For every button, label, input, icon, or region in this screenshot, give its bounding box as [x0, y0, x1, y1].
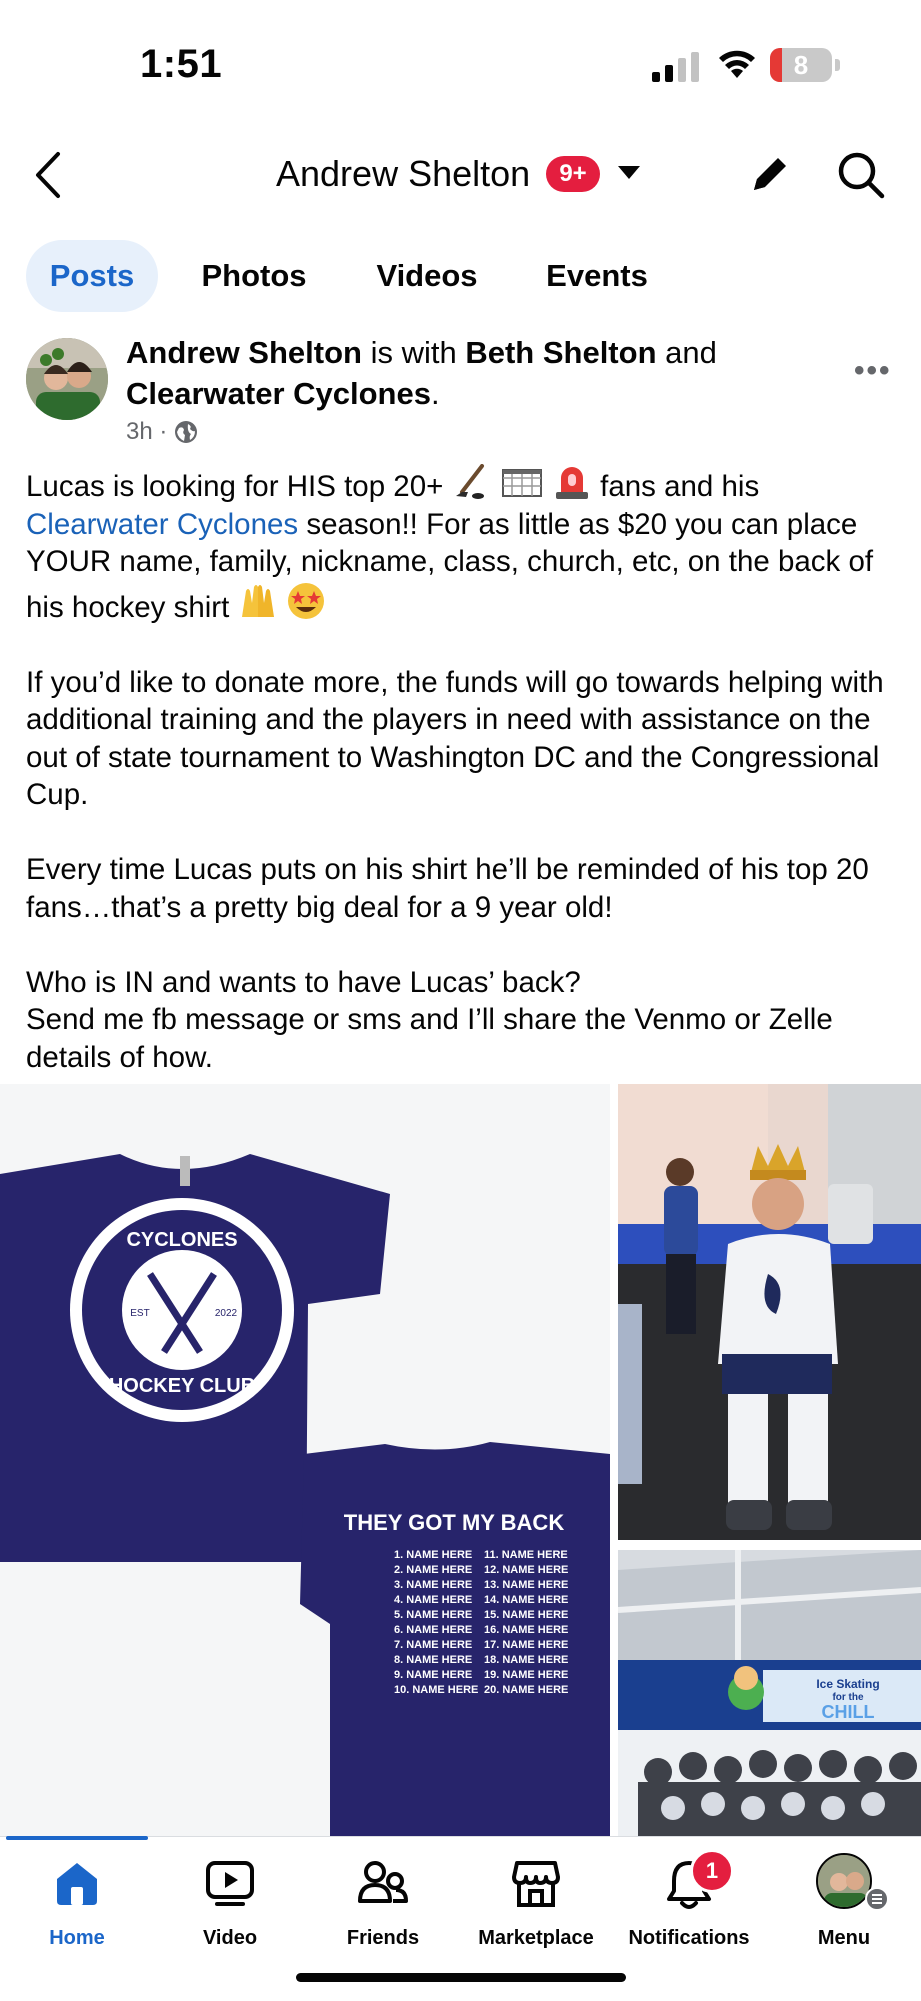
hockey-stick-icon — [452, 464, 492, 500]
photo-team[interactable] — [618, 1550, 921, 1838]
post-paragraph-4 — [26, 964, 906, 1077]
shirt-logo-top: CYCLONES — [126, 1229, 238, 1251]
battery-level: 8 — [793, 50, 809, 80]
profile-switch-badge: 9+ — [546, 156, 600, 192]
goal-net-icon — [500, 464, 544, 500]
nav-video[interactable] — [153, 1837, 307, 1957]
shirt-name-line: 13. NAME HERE — [484, 1579, 569, 1591]
shirt-logo-bottom: HOCKEY CLUB — [108, 1375, 256, 1397]
menu-lines-icon — [865, 1887, 889, 1911]
rink-sign-line3: CHILL — [821, 1702, 875, 1722]
shirt-name-line: 3. NAME HERE — [394, 1579, 473, 1591]
star-struck-icon — [286, 581, 326, 621]
and-text: and — [665, 335, 717, 370]
shirt-name-line: 12. NAME HERE — [484, 1564, 569, 1576]
menu-avatar — [816, 1853, 872, 1909]
chevron-down-icon[interactable] — [618, 166, 640, 180]
shirt-name-line: 8. NAME HERE — [394, 1654, 473, 1666]
post-text: Who is IN and wants to have Lucas’ back? — [26, 965, 581, 999]
shirt-name-line: 2. NAME HERE — [394, 1564, 473, 1576]
photo-shirts[interactable] — [0, 1084, 610, 1838]
post-body — [26, 462, 906, 1076]
shirt-name-line: 16. NAME HERE — [484, 1624, 569, 1636]
shirt-name-line: 18. NAME HERE — [484, 1654, 569, 1666]
nav-marketplace[interactable] — [459, 1837, 613, 1957]
photo-lucas[interactable] — [618, 1084, 921, 1540]
shirt-logo-year: 2022 — [214, 1308, 238, 1319]
shirt-name-line: 7. NAME HERE — [394, 1639, 473, 1651]
shirt-name-line: 5. NAME HERE — [394, 1609, 473, 1621]
post-text: season!! For as little as $20 you can place YOUR name, family, nickname, class, church, etc, on the back of his hockey shirt — [26, 507, 874, 624]
active-tab-indicator — [6, 1836, 148, 1840]
post-time[interactable]: 3h — [126, 418, 153, 445]
nav-friends-label: Friends — [346, 1927, 420, 1949]
nav-home[interactable] — [0, 1837, 154, 1957]
cellular-signal-icon — [652, 52, 700, 82]
nav-video-label: Video — [202, 1927, 258, 1949]
tagged-page-link[interactable]: Clearwater Cyclones — [126, 376, 431, 411]
siren-icon — [552, 462, 592, 500]
shirt-name-line: 10. NAME HERE — [394, 1684, 479, 1696]
shirt-name-line: 9. NAME HERE — [394, 1669, 473, 1681]
video-icon — [205, 1859, 255, 1907]
nav-notifications-label: Notifications — [628, 1927, 750, 1949]
home-indicator — [296, 1973, 626, 1982]
friends-icon — [357, 1859, 409, 1907]
post-text: Send me fb message or sms and I’ll share the Venmo or Zelle details of how. — [26, 1003, 833, 1074]
shirt-name-line: 6. NAME HERE — [394, 1624, 473, 1636]
shirt-back-title: THEY GOT MY BACK — [343, 1510, 565, 1535]
post-paragraph-1 — [26, 462, 906, 626]
back-arrow-icon[interactable] — [30, 150, 70, 200]
shirt-name-line: 20. NAME HERE — [484, 1684, 569, 1696]
hashtag-page-link[interactable]: Clearwater Cyclones — [26, 507, 299, 541]
post-photo-grid — [0, 1084, 921, 1838]
nav-home-label: Home — [49, 1927, 105, 1949]
author-avatar[interactable] — [26, 338, 108, 420]
shirt-name-line: 15. NAME HERE — [484, 1609, 569, 1621]
search-icon[interactable] — [836, 150, 886, 200]
period: . — [430, 376, 440, 411]
tagged-person-link[interactable]: Beth Shelton — [465, 335, 657, 370]
nav-friends[interactable] — [306, 1837, 460, 1957]
more-options-icon[interactable]: ••• — [854, 354, 892, 387]
profile-name-title[interactable]: Andrew Shelton — [276, 153, 531, 194]
post-text: Lucas is looking for HIS top 20+ — [26, 470, 452, 503]
home-icon — [53, 1859, 101, 1907]
shirt-name-line: 4. NAME HERE — [394, 1594, 473, 1606]
nav-marketplace-label: Marketplace — [478, 1927, 594, 1949]
rink-sign-line2: for the — [832, 1692, 864, 1703]
tab-events[interactable]: Events — [546, 258, 648, 293]
post-paragraph-2: If you’d like to donate more, the funds will go towards helping with additional training and the players in need with assistance on the out of state tournament to Washington DC and the Congressional Cup. — [26, 665, 884, 811]
marketplace-icon — [511, 1859, 561, 1909]
post-header-text — [126, 332, 776, 414]
post-meta — [126, 418, 198, 446]
status-time: 1:51 — [140, 42, 223, 86]
tab-photos[interactable]: Photos — [201, 258, 307, 293]
shirt-name-line: 19. NAME HERE — [484, 1669, 569, 1681]
wifi-icon — [716, 48, 758, 80]
pencil-icon[interactable] — [748, 152, 792, 196]
nav-notifications[interactable] — [612, 1837, 766, 1957]
post-paragraph-3: Every time Lucas puts on his shirt he’ll be reminded of his top 20 fans…that’s a pretty big deal for a 9 year old! — [26, 853, 869, 924]
rink-sign-line1: Ice Skating — [816, 1677, 880, 1691]
post-text: fans and his — [600, 470, 760, 503]
battery-icon — [770, 48, 832, 82]
shirt-logo-est: EST — [130, 1308, 150, 1319]
shirt-name-line: 17. NAME HERE — [484, 1639, 569, 1651]
tab-posts[interactable]: Posts — [26, 240, 158, 312]
tab-videos[interactable]: Videos — [376, 258, 478, 293]
shirt-name-line: 1. NAME HERE — [394, 1549, 473, 1561]
raised-hands-icon — [238, 583, 278, 621]
nav-menu-label: Menu — [817, 1927, 871, 1949]
with-text: is with — [370, 335, 457, 370]
meta-separator: · — [159, 418, 175, 445]
post-author-name[interactable]: Andrew Shelton — [126, 335, 362, 370]
shirt-name-line: 14. NAME HERE — [484, 1594, 569, 1606]
notifications-badge: 1 — [690, 1849, 734, 1893]
globe-icon — [174, 420, 198, 444]
shirt-name-line: 11. NAME HERE — [484, 1549, 568, 1561]
nav-menu[interactable] — [767, 1837, 921, 1957]
